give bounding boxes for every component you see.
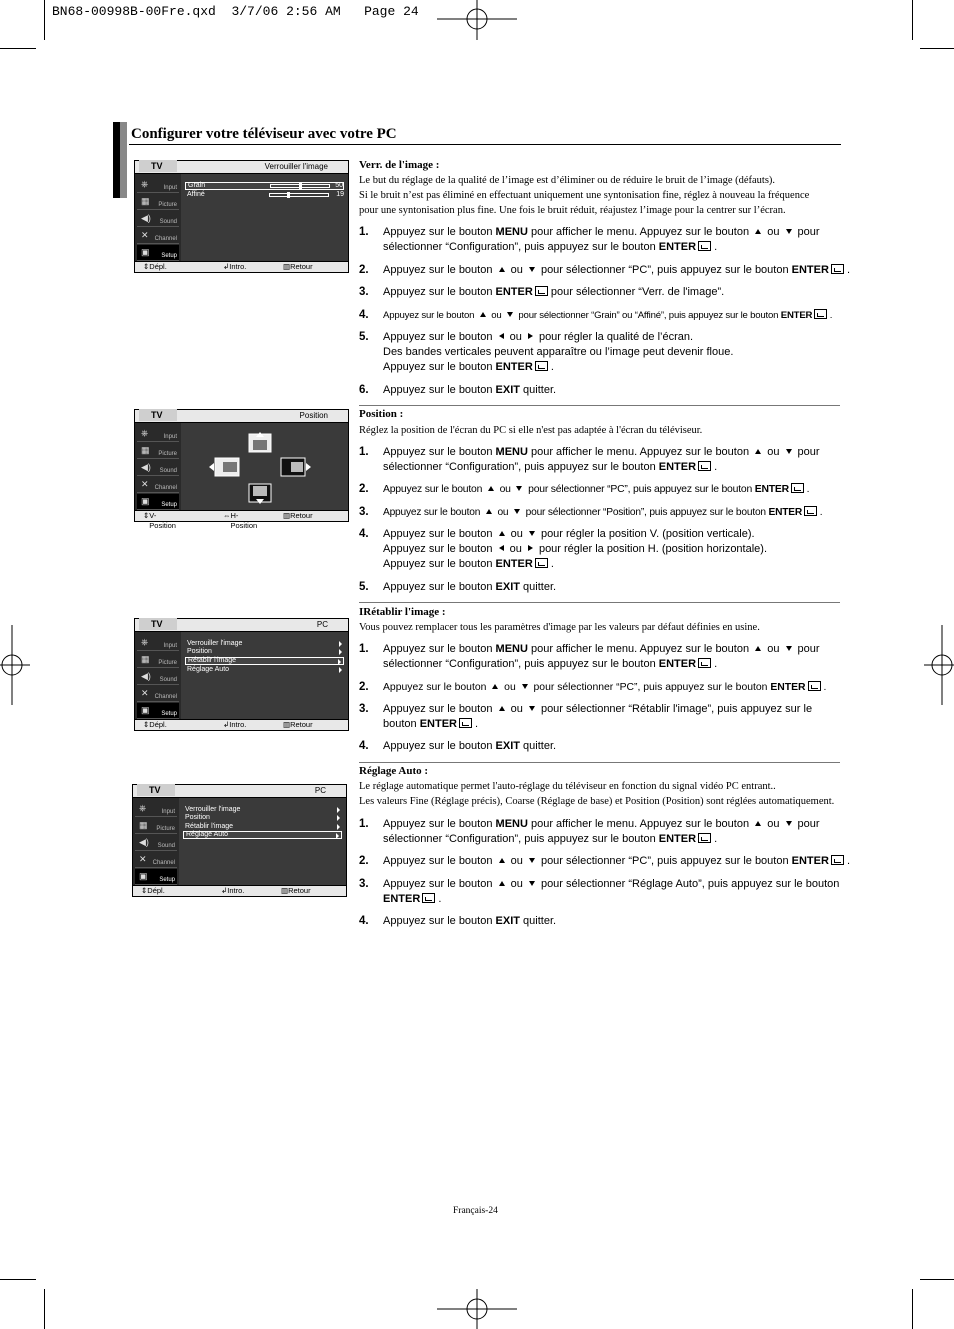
sidebar-item-setup[interactable]: ▣ Setup [137,703,179,719]
step-4: 4. Appuyez sur le bouton EXIT quitter. [359,740,557,752]
tv-menu-top-bar [135,619,348,632]
arrow-up-icon [499,881,505,886]
step-5: 5. Appuyez sur le bouton ou pour régler la qualité de l’écran. Des bandes verticales peuvent apparaître ou l’image peut devenir floue. Appuyez sur le bouton ENTER . [359,331,734,373]
step-2: 2. Appuyez sur le bouton ou pour sélectionner “PC”, puis appuyez sur le bouton ENTER . [359,483,810,495]
input-icon: ⎈ [139,803,147,813]
hint-move: ⇕ Dépl. [143,720,167,729]
crop-mark [920,1279,954,1280]
enter-icon [808,681,821,691]
affine-value: 19 [336,191,344,198]
antenna-icon: ✕ [139,854,147,864]
arrow-up-icon [499,858,505,863]
affine-slider[interactable] [269,193,329,197]
crop-mark [912,0,913,40]
tv-menu-top-bar [135,161,348,174]
title-rule [129,144,841,145]
picture-icon: ▦ [141,654,150,664]
arrow-right-icon [528,333,533,339]
section-divider [359,405,840,406]
menu-row-position[interactable]: Position [183,814,342,822]
section-desc: Vous pouvez remplacer tous les paramètres d'image par les valeurs par défaut définies en usine. [359,622,760,633]
sidebar-item-input[interactable]: ⎈ Input [137,426,179,442]
input-icon: ⎈ [141,428,149,438]
tv-sidebar [133,798,179,886]
registration-mark-icon [924,625,954,705]
arrow-down-icon [514,509,520,514]
picture-icon: ▦ [141,196,150,206]
step-3: 3. Appuyez sur le bouton ou pour sélectionner “Rétablir l'image”, puis appuyez sur le bouton ENTER . [359,703,813,730]
enter-icon [698,241,711,251]
sidebar-item-picture[interactable]: ▦ Picture [137,194,179,210]
crop-mark [0,48,36,49]
enter-icon [791,483,804,493]
sidebar-item-picture[interactable]: ▦ Picture [137,443,179,459]
step-1: 1. Appuyez sur le bouton MENU pour afficher le menu. Appuyez sur le bouton ou pour sélectionner “Configuration”, puis appuyez sur le bouton ENTER . [359,818,820,845]
hint-enter: ↲ Intro. [223,720,247,729]
setup-icon: ▣ [141,705,150,715]
menu-row-verrouiller[interactable]: Verrouiller l'image [183,806,342,814]
section-desc: Réglez la position de l'écran du PC si elle n'est pas adaptée à l'écran du téléviseur. [359,425,703,436]
step-2: 2. Appuyez sur le bouton ou pour sélectionner “PC”, puis appuyez sur le bouton ENTER . [359,681,827,693]
tv-menu-bottom-bar [133,885,346,896]
tv-menu-heading: PC [316,620,328,629]
step-1: 1. Appuyez sur le bouton MENU pour afficher le menu. Appuyez sur le bouton ou pour sélectionner “Configuration”, puis appuyez sur le bouton ENTER . [359,643,820,670]
header-filename: BN68-00998B-00Fre.qxd [52,4,216,19]
sidebar-item-setup[interactable]: ▣ Setup [137,494,179,510]
sidebar-item-channel[interactable]: ✕ Channel [137,228,179,244]
arrow-down-icon [786,229,792,234]
chevron-right-icon [337,824,340,830]
speaker-icon: ◀) [139,837,149,847]
step-4: 4. Appuyez sur le bouton EXIT quitter. [359,915,557,927]
arrow-up-icon [492,684,498,689]
menu-row-verrouiller[interactable]: Verrouiller l'image [185,640,344,648]
enter-icon [831,264,844,274]
tv-sidebar [135,632,181,720]
section-desc: Le but du réglage de la qualité de l’image est d’éliminer ou de réduire le bruit de l’image (défauts). Si le bruit n’est pas éliminé en effectuant uniquement une syntonisation fine, réglez à nouveau la fréquence pour une syntonisation plus fine. Une fois le bruit réduit, réajustez l’image pour la centrer sur l’écran. [359,175,810,216]
arrow-up-icon [499,267,505,272]
section-divider [359,762,840,763]
arrow-up-icon [755,646,761,651]
step-3: 3. Appuyez sur le bouton ou pour sélectionner “Réglage Auto”, puis appuyez sur le bouton ENTER . [359,878,840,905]
antenna-icon: ✕ [141,688,149,698]
enter-icon [804,506,817,516]
tv-sidebar [135,174,181,262]
crop-mark [912,1289,913,1329]
sidebar-item-sound[interactable]: ◀) Sound [137,669,179,685]
header-date: 3/7/06 [231,4,279,19]
sidebar-item-setup[interactable]: ▣ Setup [137,245,179,261]
tv-menu-bottom-bar [135,719,348,730]
chevron-right-icon [337,807,340,813]
title-bar-decoration [120,122,127,198]
hint-move: ⇕ Dépl. [143,262,167,271]
arrow-up-icon [488,486,494,491]
enter-icon [698,833,711,843]
enter-icon [535,361,548,371]
tv-menu-heading: PC [314,786,326,795]
menu-row-position[interactable]: Position [185,648,344,656]
page-footer: Français-24 [453,1206,498,1216]
position-arrows-icon [205,432,315,504]
tv-sidebar [135,423,181,511]
chevron-right-icon [337,815,340,821]
tv-menu-pc-retablir [134,618,349,731]
step-3: 3. Appuyez sur le bouton ou pour sélectionner “Position”, puis appuyez sur le bouton ENTER . [359,506,823,518]
step-4: 4. Appuyez sur le bouton ou pour régler la position V. (position verticale). Appuyez sur le bouton ou pour régler la position H. (position horizontale). Appuyez sur le bouton ENTER . [359,528,768,570]
sidebar-item-input[interactable]: ⎈ Input [137,635,179,651]
enter-icon [459,718,472,728]
crop-mark [44,0,45,40]
section-divider [359,602,840,603]
hint-enter: ↲ Intro. [223,262,247,271]
enter-icon [698,461,711,471]
section-title-reglage-auto: Réglage Auto : [359,765,429,777]
sidebar-item-input[interactable]: ⎈ Input [137,177,179,193]
tv-label: TV [139,409,177,421]
sidebar-item-picture[interactable]: ▦ Picture [135,818,177,834]
registration-mark-icon [437,0,517,40]
tv-menu-pc-reglage-auto [132,784,347,897]
step-3: 3. Appuyez sur le bouton ENTER pour sélectionner “Verr. de l'image”. [359,286,725,298]
enter-icon [814,309,827,319]
menu-row-reglage-auto[interactable]: Réglage Auto [185,666,344,674]
antenna-icon: ✕ [141,479,149,489]
step-2: 2. Appuyez sur le bouton ou pour sélectionner “PC”, puis appuyez sur le bouton ENTER . [359,264,851,276]
hint-return: ▥ Retour [283,262,313,271]
tv-menu-top-bar [133,785,346,798]
arrow-left-icon [499,545,504,551]
arrow-down-icon [522,684,528,689]
arrow-down-icon [529,858,535,863]
sidebar-item-channel[interactable]: ✕ Channel [137,477,179,493]
arrow-down-icon [507,312,513,317]
section-title-retablir: IRétablir l'image : [359,606,446,618]
registration-mark-icon [437,1289,517,1329]
page-title: Configurer votre téléviseur avec votre PC [131,126,397,142]
arrow-up-icon [499,531,505,536]
registration-mark-icon [0,625,30,705]
crop-mark [44,1289,45,1329]
step-5: 5. Appuyez sur le bouton EXIT quitter. [359,581,557,593]
sidebar-item-picture[interactable]: ▦ Picture [137,652,179,668]
step-2: 2. Appuyez sur le bouton ou pour sélectionner “PC”, puis appuyez sur le bouton ENTER . [359,855,851,867]
picture-icon: ▦ [141,445,150,455]
hint-return: ▥ Retour [283,720,313,729]
hint-return: ▥ Retour [281,886,311,895]
enter-icon [422,893,435,903]
hint-move: ⇕ Dépl. [141,886,165,895]
menu-row-retablir[interactable]: Rétablir l'image [183,823,342,831]
chevron-right-icon [338,659,341,665]
sidebar-item-channel[interactable]: ✕ Channel [137,686,179,702]
arrow-down-icon [786,449,792,454]
arrow-down-icon [786,646,792,651]
speaker-icon: ◀) [141,462,151,472]
speaker-icon: ◀) [141,671,151,681]
speaker-icon: ◀) [141,213,151,223]
section-title-verr: Verr. de l'image : [359,159,440,171]
sidebar-item-sound[interactable]: ◀) Sound [137,460,179,476]
setup-icon: ▣ [141,496,150,506]
sidebar-item-sound[interactable]: ◀) Sound [135,835,177,851]
arrow-down-icon [529,531,535,536]
arrow-down-icon [529,267,535,272]
enter-icon [535,286,548,296]
tv-menu-position [134,409,349,530]
arrow-up-icon [499,706,505,711]
arrow-down-icon [516,486,522,491]
chevron-right-icon [336,833,339,839]
tv-menu-bottom-bar [135,261,348,272]
antenna-icon: ✕ [141,230,149,240]
tv-menu-verr-image [134,160,349,273]
tv-label: TV [137,784,175,796]
grain-slider[interactable] [270,184,330,188]
arrow-up-icon [755,229,761,234]
setup-icon: ▣ [139,871,148,881]
hint-h-position: ⇔ H-Position [223,511,258,530]
sidebar-item-sound[interactable]: ◀) Sound [137,211,179,227]
hint-return: ▥ Retour [283,511,313,520]
arrow-down-icon [529,881,535,886]
header-time: 2:56 AM [286,4,341,19]
input-icon: ⎈ [141,179,149,189]
enter-icon [831,855,844,865]
tv-menu-bottom-bar [135,510,348,530]
step-4: 4. Appuyez sur le bouton ou pour sélectionner “Grain” ou “Affiné”, puis appuyez sur le bouton ENTER . [359,309,833,321]
input-icon: ⎈ [141,637,149,647]
sidebar-item-channel[interactable]: ✕ Channel [135,852,177,868]
picture-icon: ▦ [139,820,148,830]
arrow-right-icon [528,545,533,551]
tv-label: TV [139,160,177,172]
enter-icon [535,558,548,568]
section-title-position: Position : [359,408,404,420]
arrow-down-icon [529,706,535,711]
arrow-up-icon [755,449,761,454]
crop-mark [920,48,954,49]
chevron-right-icon [339,667,342,673]
slider-knob[interactable] [287,192,290,198]
step-1: 1. Appuyez sur le bouton MENU pour afficher le menu. Appuyez sur le bouton ou pour sélectionner “Configuration”, puis appuyez sur le bouton ENTER . [359,446,820,473]
setup-icon: ▣ [141,247,150,257]
hint-enter: ↲ Intro. [221,886,245,895]
sidebar-item-input[interactable]: ⎈ Input [135,801,177,817]
step-6: 6. Appuyez sur le bouton EXIT quitter. [359,384,557,396]
header-page: Page 24 [364,4,419,19]
arrow-left-icon [499,333,504,339]
arrow-down-icon [786,821,792,826]
menu-row-retablir[interactable]: Rétablir l'image [185,657,344,665]
print-header [52,4,419,19]
tv-menu-heading: Verrouiller l'image [264,162,328,171]
grain-value: 50 [335,182,343,189]
tv-label: TV [139,618,177,630]
tv-menu-top-bar [135,410,348,423]
menu-row-reglage-auto[interactable]: Réglage Auto [183,831,342,839]
sidebar-item-setup[interactable]: ▣ Setup [135,869,177,885]
tv-menu-heading: Position [299,411,328,420]
arrow-up-icon [480,312,486,317]
chevron-right-icon [339,641,342,647]
enter-icon [698,658,711,668]
chevron-right-icon [339,649,342,655]
menu-row-affine[interactable]: Affiné 19 [187,191,344,198]
hint-v-position: ⇕ V-Position [143,511,176,530]
crop-mark [0,1279,36,1280]
arrow-up-icon [486,509,492,514]
section-desc: Le réglage automatique permet l'auto-réglage du téléviseur en fonction du signal vidéo PC entrant.. Les valeurs Fine (Réglage précis), Coarse (Réglage de base) et Position (Position) sont réglées automatiquement. [359,781,835,807]
arrow-up-icon [755,821,761,826]
step-1: 1. Appuyez sur le bouton MENU pour afficher le menu. Appuyez sur le bouton ou pour sélectionner “Configuration”, puis appuyez sur le bouton ENTER . [359,226,820,253]
menu-row-grain[interactable]: Grain 50 [185,182,344,190]
slider-knob[interactable] [299,183,302,189]
